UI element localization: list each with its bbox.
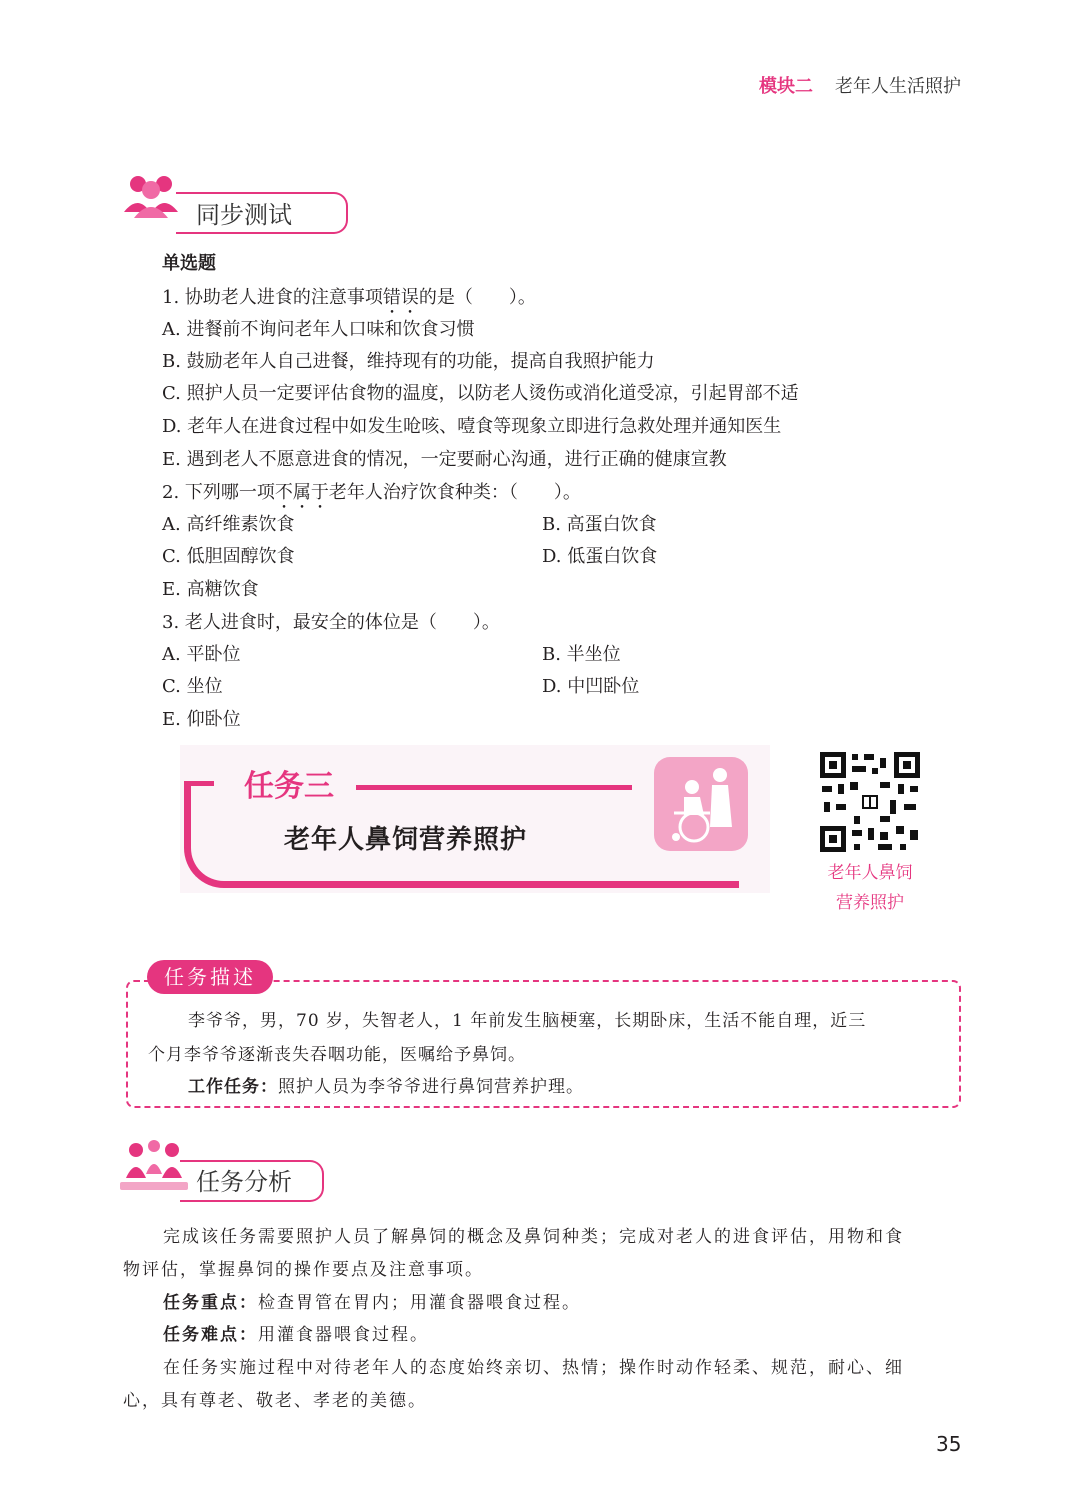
task-description-line-1: 李爷爷，男，70 岁，失智老人，1 年前发生脑梗塞，长期卧床，生活不能自理，近三 — [188, 1011, 867, 1031]
qr-caption-line-1: 老年人鼻饲 — [827, 863, 913, 883]
question-2-option-b: B. 高蛋白饮食 — [542, 514, 657, 535]
question-3-option-c: C. 坐位 — [162, 676, 223, 697]
analysis-para-1-line-2: 物评估，掌握鼻饲的操作要点及注意事项。 — [123, 1260, 484, 1280]
qr-code-icon[interactable] — [818, 750, 922, 854]
module-label: 模块二 — [759, 76, 813, 97]
qr-caption-line-2: 营养照护 — [836, 893, 904, 913]
question-2-option-c: C. 低胆固醇饮食 — [162, 546, 295, 567]
task-difficulty-label: 任务难点： — [163, 1325, 258, 1345]
task-three-banner — [180, 745, 770, 893]
task-difficulty-text: 用灌食器喂食过程。 — [258, 1325, 429, 1345]
task-key-point — [163, 1288, 581, 1313]
question-1-option-e: E. 遇到老人不愿意进食的情况，一定要耐心沟通，进行正确的健康宣教 — [162, 449, 727, 470]
question-2-stem: 2. 下列哪一项不属于老年人治疗饮食种类：（ ）。 — [162, 482, 581, 503]
task-three-rule-right — [356, 785, 632, 790]
task-description-tag: 任务描述 — [147, 960, 273, 994]
question-3-option-a: A. 平卧位 — [162, 644, 241, 665]
question-3-option-b: B. 半坐位 — [542, 644, 621, 665]
task-three-label: 任务三 — [244, 769, 334, 804]
question-1-option-d: D. 老年人在进食过程中如发生呛咳、噎食等现象立即进行急救处理并通知医生 — [162, 416, 782, 437]
question-3-stem: 3. 老人进食时，最安全的体位是（ ）。 — [162, 612, 500, 633]
question-3-option-d: D. 中凹卧位 — [542, 676, 640, 697]
work-task — [188, 1072, 584, 1097]
chapter-title: 老年人生活照护 — [835, 76, 961, 97]
task-three-title: 老年人鼻饲营养照护 — [284, 825, 528, 855]
question-type-label: 单选题 — [162, 253, 216, 274]
analysis-para-2-line-2: 心，具有尊老、敬老、孝老的美德。 — [123, 1391, 427, 1411]
task-key-label: 任务重点： — [163, 1293, 258, 1313]
work-task-text: 照护人员为李爷爷进行鼻饲营养护理。 — [278, 1077, 584, 1097]
task-three-rule-left — [184, 781, 214, 786]
question-2-option-d: D. 低蛋白饮食 — [542, 546, 658, 567]
question-2-option-e: E. 高糖饮食 — [162, 579, 259, 600]
analysis-para-2-line-1: 在任务实施过程中对待老年人的态度始终亲切、热情；操作时动作轻柔、规范，耐心、细 — [163, 1358, 904, 1378]
analysis-para-1-line-1: 完成该任务需要照护人员了解鼻饲的概念及鼻饲种类；完成对老人的进食评估，用物和食 — [163, 1227, 904, 1247]
question-1-stem: 1. 协助老人进食的注意事项错误的是（ ）。 — [162, 287, 536, 308]
sync-test-title: 同步测试 — [196, 201, 292, 229]
task-key-text: 检查胃管在胃内；用灌食器喂食过程。 — [258, 1293, 581, 1313]
caregiver-wheelchair-icon — [654, 757, 748, 851]
question-1-option-c: C. 照护人员一定要评估食物的温度，以防老人烫伤或消化道受凉，引起胃部不适 — [162, 383, 799, 404]
running-header — [759, 72, 961, 98]
question-1-option-a: A. 进餐前不询问老年人口味和饮食习惯 — [162, 319, 475, 340]
question-2-option-a: A. 高纤维素饮食 — [162, 514, 295, 535]
question-1-option-b: B. 鼓励老年人自己进餐，维持现有的功能，提高自我照护能力 — [162, 351, 655, 372]
question-3-option-e: E. 仰卧位 — [162, 709, 241, 730]
people-group-icon — [120, 170, 182, 220]
work-task-label: 工作任务： — [188, 1077, 278, 1097]
task-analysis-title: 任务分析 — [196, 1168, 292, 1196]
page-number: 35 — [936, 1432, 962, 1456]
task-description-line-2: 个月李爷爷逐渐丧失吞咽功能，医嘱给予鼻饲。 — [148, 1045, 526, 1065]
task-difficulty — [163, 1320, 429, 1345]
